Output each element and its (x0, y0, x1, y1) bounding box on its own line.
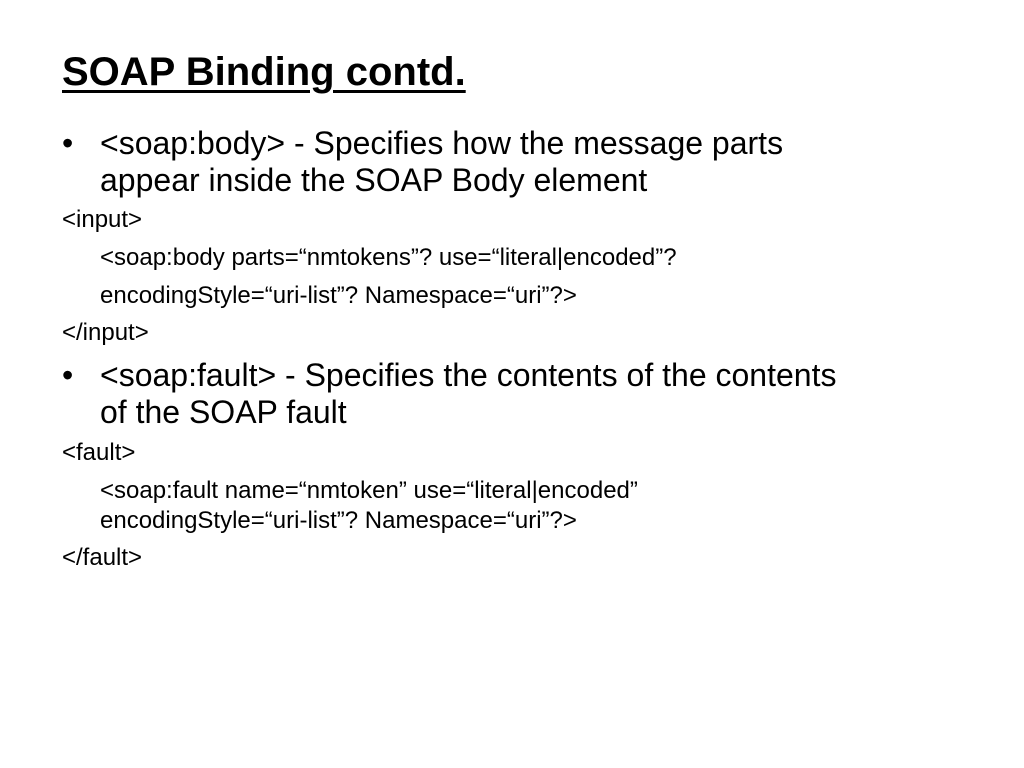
slide-title: SOAP Binding contd. (62, 50, 466, 94)
fault-open-tag: <fault> (62, 439, 136, 466)
bullet-text: <soap:fault> - Specifies the contents of the contents of the SOAP fault (100, 357, 837, 430)
soap-body-code-line-1: <soap:body parts=“nmtokens”? use=“literal|encoded”? (100, 244, 677, 271)
soap-fault-code: <soap:fault name=“nmtoken” use=“literal|encoded” encodingStyle=“uri-list”? Namespace=“uri”?> (100, 477, 638, 534)
bullet-marker: • (62, 357, 74, 393)
bullet-marker: • (62, 125, 74, 161)
bullet-text: <soap:body> - Specifies how the message parts appear inside the SOAP Body element (100, 125, 784, 198)
input-close-tag: </input> (62, 319, 149, 346)
soap-body-code-line-2: encodingStyle=“uri-list”? Namespace=“uri”?> (100, 282, 577, 309)
input-open-tag: <input> (62, 206, 143, 233)
fault-close-tag: </fault> (62, 544, 143, 571)
